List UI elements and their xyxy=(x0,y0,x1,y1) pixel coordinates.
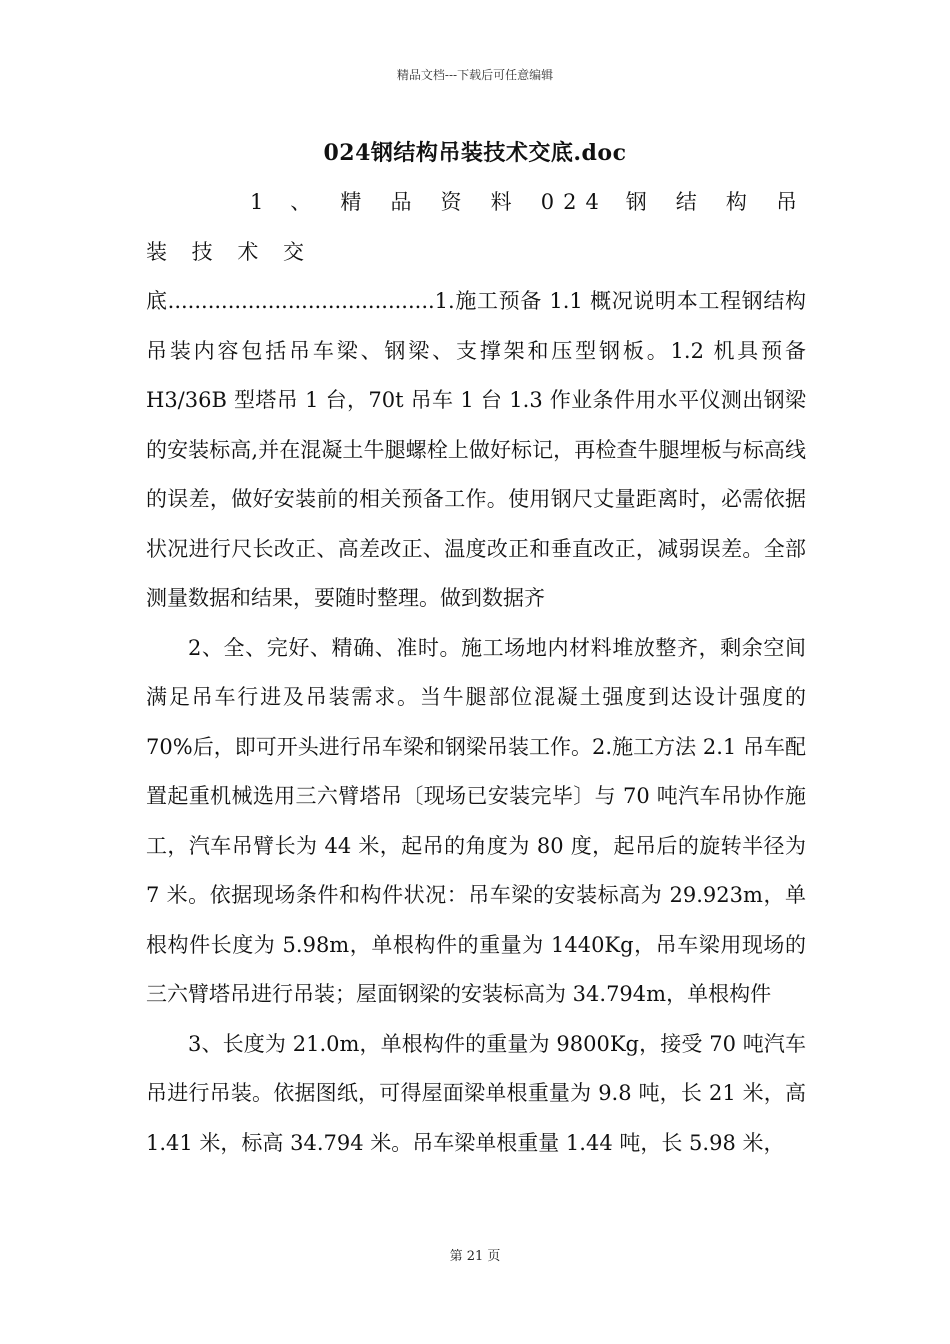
document-body xyxy=(146,178,806,1168)
document-title: 024钢结构吊装技术交底.doc xyxy=(323,140,627,166)
paragraph-1: 底........................................1.施工预备 1.1 概况说明本工程钢结构吊装内容包括吊车梁、钢梁、支撑架和压型钢板。1.2 机具预备 H3/36B 型塔吊 1 台，70t 吊车 1 台 1.3 作业条件用水平仪测出钢梁的安装标高,并在混凝土牛腿螺栓上做好标记，再检查牛腿埋板与标高线的误差，做好安装前的相关预备工作。使用钢尺丈量距离时，必需依据状况进行尺长改正、高差改正、温度改正和垂直改正，减弱误差。全部测量数据和结果，要随时整理。做到数据齐 xyxy=(146,289,806,610)
paragraph-2: 2、全、完好、精确、准时。施工场地内材料堆放整齐，剩余空间满足吊车行进及吊装需求。当牛腿部位混凝土强度到达设计强度的 70%后，即可开头进行吊车梁和钢梁吊装工作。2.施工方法 2.1 吊车配置起重机械选用三六臂塔吊〔现场已安装完毕〕与 70 吨汽车吊协作施工，汽车吊臂长为 44 米，起吊的角度为 80 度，起吊后的旋转半径为 7 米。依据现场条件和构件状况：吊车梁的安装标高为 29.923m，单根构件长度为 5.98m，单根构件的重量为 1440Kg，吊车梁用现场的三六臂塔吊进行吊装；屋面钢梁的安装标高为 34.794m，单根构件 xyxy=(146,635,806,1006)
page-number: 第 21 页 xyxy=(449,1249,501,1264)
paragraph-3: 3、长度为 21.0m，单根构件的重量为 9800Kg，接受 70 吨汽车吊进行吊装。依据图纸，可得屋面梁单根重量为 9.8 吨，长 21 米，高 1.41 米，标高 34.794 米。吊车梁单根重量 1.44 吨，长 5.98 米， xyxy=(146,1031,806,1155)
page-header: 精品文档---下载后可任意编辑 xyxy=(396,68,554,82)
paragraph-heading-line: 1 、 精 品 资 料 024 钢 结 构 吊 装 技 术 交 xyxy=(146,190,806,264)
